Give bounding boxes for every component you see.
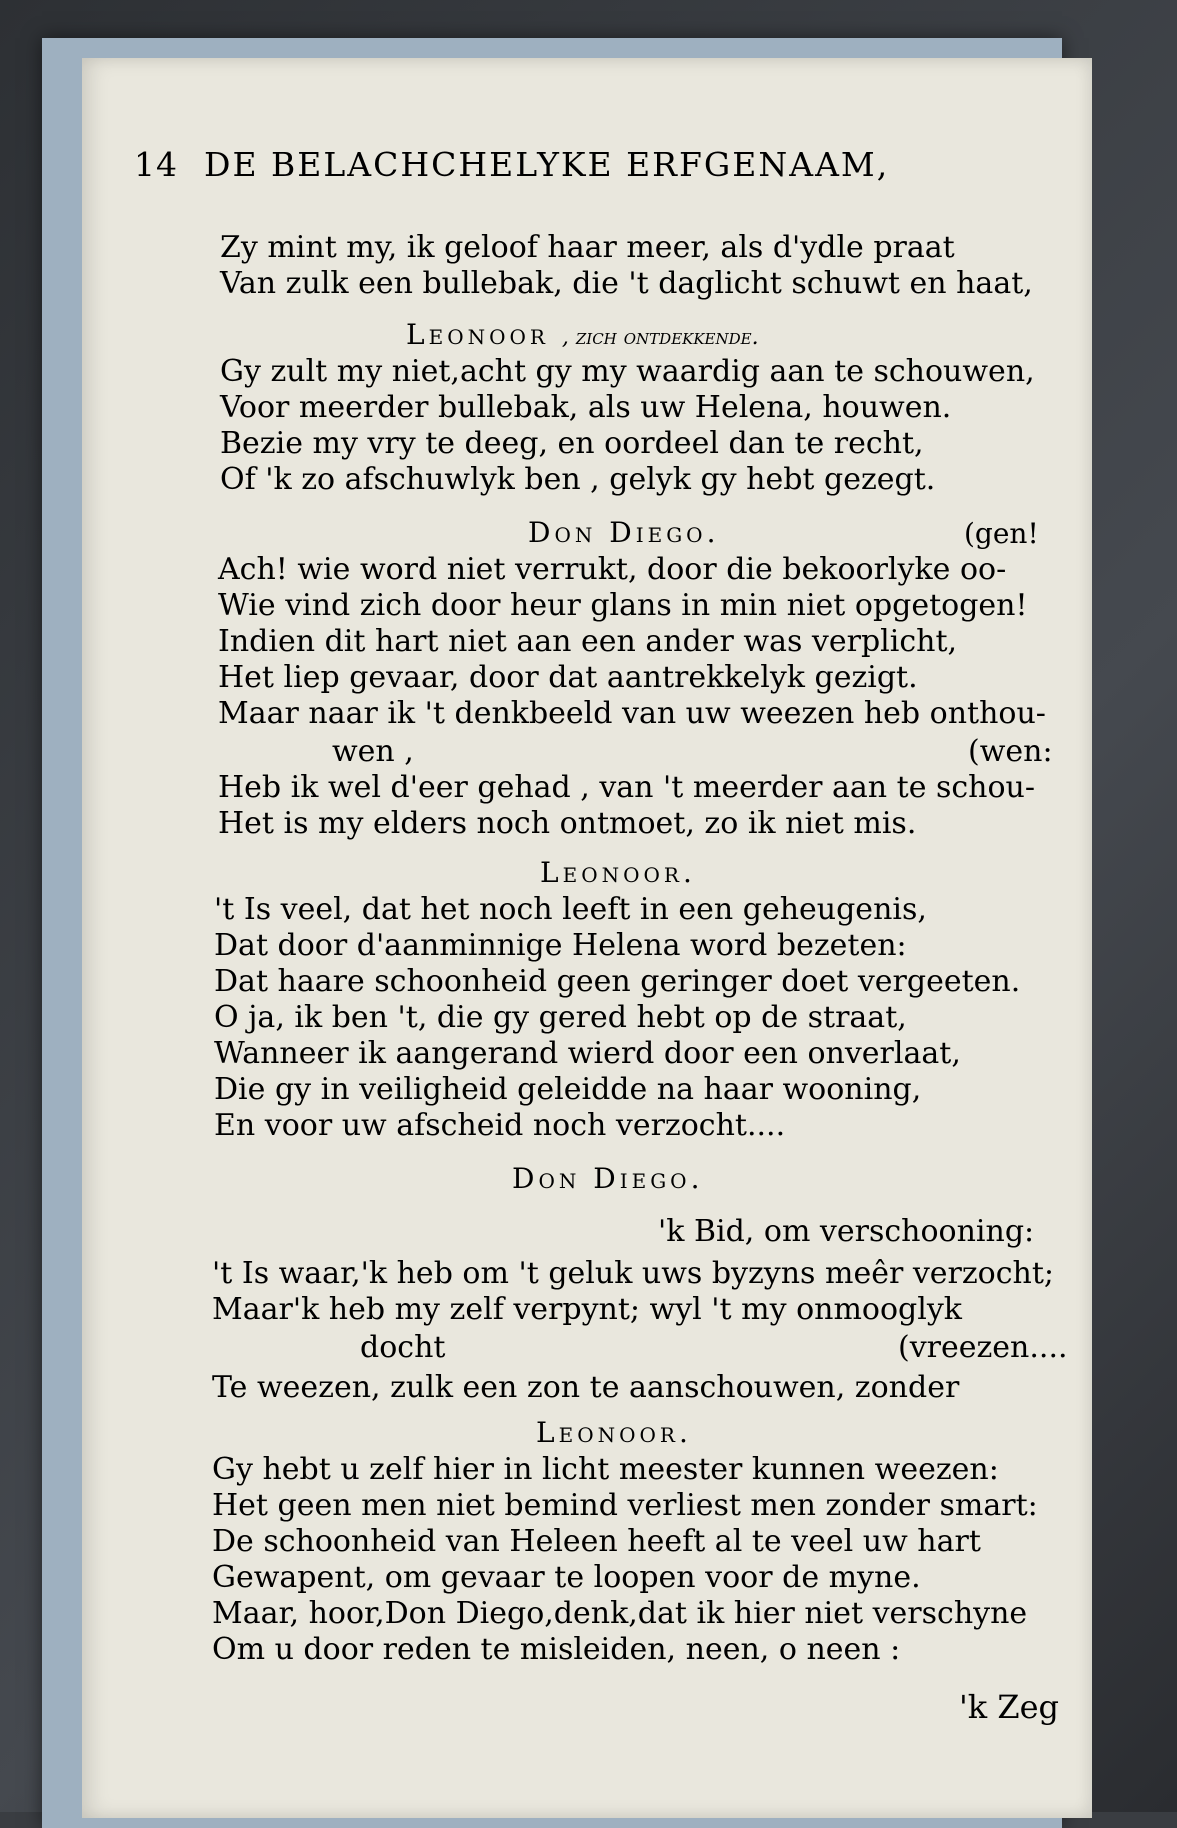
page-number: 14 — [134, 145, 178, 184]
verse-line: Wanneer ik aangerand wierd door een onverlaat, — [214, 1036, 961, 1071]
verse-line: Bezie my vry te deeg, en oordeel dan te recht, — [220, 426, 924, 461]
verse-line: docht — [360, 1330, 446, 1365]
verse-line: Maar naar ik 't denkbeeld van uw weezen heb onthou- — [218, 696, 1046, 731]
verse-line: O ja, ik ben 't, die gy gered hebt op de straat, — [214, 1000, 907, 1035]
verse-line: Heb ik wel d'eer gehad , van 't meerder aan te schou- — [218, 770, 1036, 805]
verse-line: Die gy in veiligheid geleidde na haar wooning, — [214, 1072, 922, 1107]
turnover-fragment: (gen! — [964, 517, 1039, 550]
verse-line: Het is my elders noch ontmoet, zo ik niet mis. — [218, 806, 917, 841]
verse-line: Ach! wie word niet verrukt, door die bekoorlyke oo- — [218, 552, 1007, 587]
verse-line: Maar'k heb my zelf verpynt; wyl 't my onmooglyk — [212, 1292, 962, 1327]
verse-line: 'k Bid, om verschooning: — [658, 1214, 1035, 1249]
verse-line: Het geen men niet bemind verliest men zonder smart: — [212, 1488, 1038, 1523]
stage-direction: , zich ontdekkende. — [561, 325, 759, 350]
verse-line: Dat door d'aanminnige Helena word bezeten: — [214, 928, 907, 963]
verse-line: Gewapent, om gevaar te loopen voor de myne. — [212, 1560, 921, 1595]
verse-line: Zy mint my, ik geloof haar meer, als d'ydle praat — [220, 230, 955, 265]
verse-line: De schoonheid van Heleen heeft al te veel uw hart — [212, 1524, 981, 1559]
verse-line: Het liep gevaar, door dat aantrekkelyk gezigt. — [218, 660, 918, 695]
turnover-fragment: (vreezen.... — [898, 1330, 1068, 1365]
page-header — [134, 127, 1054, 197]
speaker-heading-leonoor: Leonoor. — [536, 1416, 692, 1449]
verse-line: Gy hebt u zelf hier in licht meester kunnen weezen: — [212, 1452, 999, 1487]
speaker-heading-leonoor — [406, 318, 759, 355]
verse-line: 't Is veel, dat het noch leeft in een geheugenis, — [214, 892, 927, 927]
verse-line: 't Is waar,'k heb om 't geluk uws byzyns meêr verzocht; — [212, 1256, 1055, 1291]
verse-line: Voor meerder bullebak, als uw Helena, houwen. — [220, 390, 952, 425]
verse-line: Wie vind zich door heur glans in min niet opgetogen! — [218, 588, 1028, 623]
verse-line: Indien dit hart niet aan een ander was verplicht, — [218, 624, 958, 659]
turnover-fragment: (wen: — [968, 734, 1053, 769]
verse-line: Dat haare schoonheid geen geringer doet vergeeten. — [214, 964, 1021, 999]
verse-line: Te weezen, zulk een zon te aanschouwen, zonder — [212, 1370, 960, 1405]
catchword: 'k Zeg — [958, 1688, 1059, 1726]
verse-line: Om u door reden te misleiden, neen, o neen : — [212, 1632, 901, 1667]
verse-line: wen , — [332, 734, 414, 769]
verse-line: Maar, hoor,Don Diego,denk,dat ik hier niet verschyne — [212, 1596, 1028, 1631]
speaker-heading-leonoor: Leonoor. — [540, 856, 696, 889]
verse-line: Van zulk een bullebak, die 't daglicht schuwt en haat, — [220, 266, 1033, 301]
verse-line: Gy zult my niet,acht gy my waardig aan te schouwen, — [220, 354, 1035, 389]
verse-line: Of 'k zo afschuwlyk ben , gelyk gy hebt gezegt. — [220, 462, 936, 497]
speaker-heading-don-diego: Don Diego. — [512, 1162, 704, 1195]
verse-line: En voor uw afscheid noch verzocht.... — [214, 1108, 786, 1143]
speaker-name: Leonoor — [406, 318, 549, 351]
running-title: DE BELACHCHELYKE ERFGENAAM, — [204, 145, 890, 184]
speaker-heading-don-diego: Don Diego. — [528, 516, 720, 549]
